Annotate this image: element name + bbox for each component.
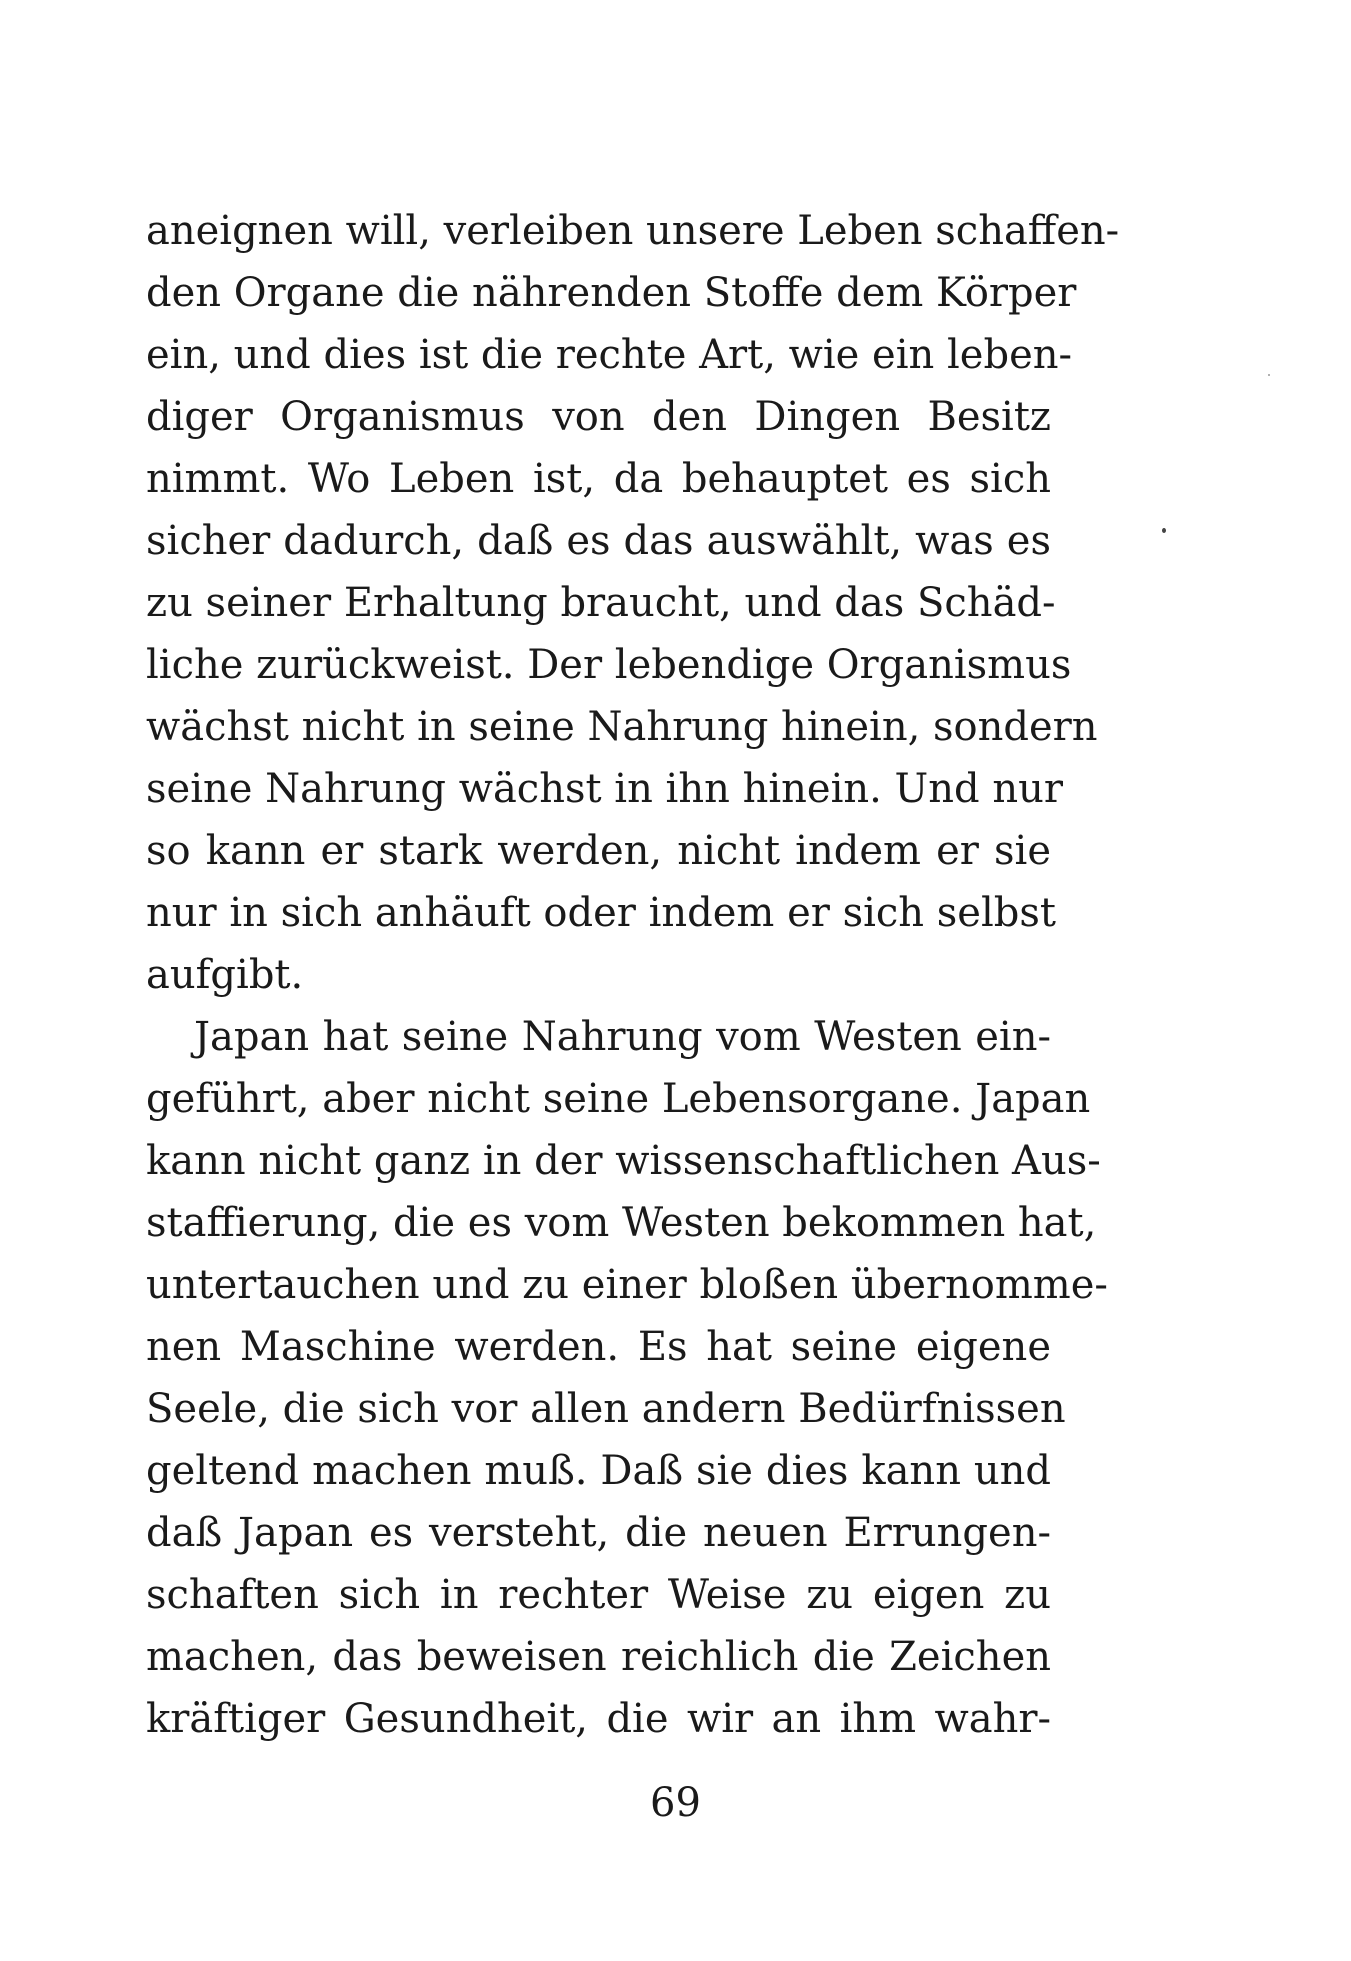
scan-speck [1162, 528, 1166, 533]
text-line: geltend machen muß. Daß sie dies kann und [146, 1448, 1051, 1494]
text-line: seine Nahrung wächst in ihn hinein. Und nur [146, 766, 1063, 812]
text-line: ein, und dies ist die rechte Art, wie ein leben- [146, 332, 1073, 378]
text-line: kann nicht ganz in der wissenschaftlichen Aus- [146, 1138, 1101, 1184]
text-line: nimmt. Wo Leben ist, da behauptet es sich [146, 456, 1051, 502]
text-line: kräftiger Gesundheit, die wir an ihm wahr- [146, 1696, 1051, 1742]
text-line: untertauchen und zu einer bloßen übernomme- [146, 1262, 1108, 1308]
scan-speck [1268, 374, 1270, 376]
text-line: schaften sich in rechter Weise zu eigen zu [146, 1572, 1051, 1618]
text-line: aneignen will, verleiben unsere Leben schaffen- [146, 208, 1120, 254]
page-number: 69 [650, 1780, 701, 1826]
text-line: Seele, die sich vor allen andern Bedürfnissen [146, 1386, 1066, 1432]
text-line: zu seiner Erhaltung braucht, und das Schäd- [146, 580, 1056, 626]
text-line: aufgibt. [146, 952, 304, 998]
text-line: machen, das beweisen reichlich die Zeichen [146, 1634, 1051, 1680]
text-line: geführt, aber nicht seine Lebensorgane. Japan [146, 1076, 1091, 1122]
text-line: staffierung, die es vom Westen bekommen hat, [146, 1200, 1097, 1246]
text-line: diger Organismus von den Dingen Besitz [146, 394, 1051, 440]
text-line: sicher dadurch, daß es das auswählt, was es [146, 518, 1051, 564]
text-line: wächst nicht in seine Nahrung hinein, sondern [146, 704, 1098, 750]
text-line: daß Japan es versteht, die neuen Errungen- [146, 1510, 1051, 1556]
body-text [146, 200, 1120, 1750]
text-line: so kann er stark werden, nicht indem er sie [146, 828, 1051, 874]
text-line: nen Maschine werden. Es hat seine eigene [146, 1324, 1051, 1370]
text-line: den Organe die nährenden Stoffe dem Körper [146, 270, 1077, 316]
text-line: nur in sich anhäuft oder indem er sich selbst [146, 890, 1056, 936]
text-line: liche zurückweist. Der lebendige Organismus [146, 642, 1072, 688]
paragraph-2 [146, 1006, 1108, 1750]
paragraph-1 [146, 200, 1120, 1006]
text-line: Japan hat seine Nahrung vom Westen ein- [194, 1014, 1051, 1060]
